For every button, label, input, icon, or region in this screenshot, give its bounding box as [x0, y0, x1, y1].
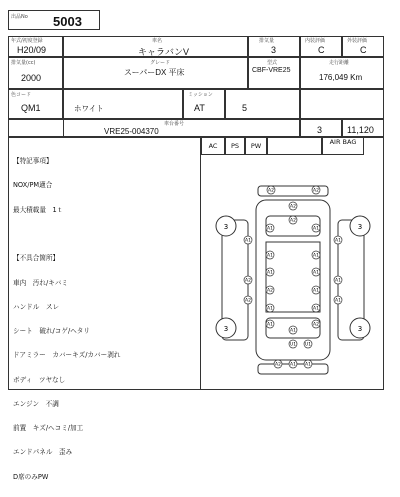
damage-mark-label: A2 — [245, 278, 251, 284]
disp-label: 排気量(cc) — [11, 60, 36, 66]
displacement-cell — [8, 57, 63, 89]
row3-blank — [300, 89, 384, 119]
lot-label: 出品No — [11, 14, 28, 20]
col3-cell — [248, 36, 300, 57]
grade-value: スーパーDX 平床 — [124, 68, 185, 77]
trans-label: ミッション — [188, 92, 213, 98]
option-ac — [201, 137, 225, 155]
option-ps — [225, 137, 245, 155]
defects-title: 【不具合箇所】 — [13, 254, 60, 263]
damage-mark-label: A1 — [313, 270, 319, 276]
damage-mark-label: A1 — [267, 226, 273, 232]
price-cell — [342, 119, 384, 137]
option-pw — [245, 137, 267, 155]
pw-label: PW — [250, 142, 262, 150]
damage-mark-label: A2 — [275, 362, 281, 368]
wheel-mark: 3 — [357, 325, 363, 333]
car-damage-diagram — [208, 180, 378, 380]
interior-label: 内装評価 — [305, 38, 326, 44]
damage-mark-label: A2 — [290, 204, 296, 210]
wheel-mark: 3 — [223, 223, 229, 231]
model-cell — [248, 57, 300, 89]
damage-mark-label: A1 — [290, 328, 296, 334]
exterior-cell — [342, 36, 384, 57]
interior-cell — [300, 36, 342, 57]
year-value: H20/09 — [17, 45, 47, 55]
mileage-cell — [300, 57, 384, 89]
damage-mark-label: A2 — [290, 218, 296, 224]
lot-number: 5003 — [53, 14, 82, 29]
option-airbag — [322, 137, 364, 155]
sales-title: 【特記事項】 — [13, 157, 53, 166]
damage-mark-label: A1 — [313, 226, 319, 232]
sales-notes — [13, 141, 120, 497]
damage-mark-label: A2 — [313, 322, 319, 328]
defect-line: ドアミラー カバーキズ/カバー剥れ — [13, 351, 121, 360]
col-a-value: 3 — [317, 125, 323, 135]
model-label: 型式 — [267, 60, 278, 66]
damage-mark-label: A1 — [267, 306, 273, 312]
defect-line: ハンドル スレ — [13, 302, 60, 311]
defect-line: 前置 キズ/ヘコミ/加工 — [13, 424, 84, 433]
damage-mark-label: A1 — [335, 278, 341, 284]
name-label: 車名 — [152, 38, 163, 44]
color-code-cell — [8, 89, 63, 119]
seats-value: 5 — [242, 103, 248, 113]
roof — [266, 242, 320, 312]
ps-label: PS — [230, 142, 240, 150]
color-label: 色コード — [11, 92, 32, 98]
col3-value: 3 — [271, 45, 277, 55]
year-cell — [8, 36, 63, 57]
notes-panel — [8, 137, 201, 481]
mileage-label: 走行距離 — [329, 60, 350, 66]
chassis-value: VRE25-004370 — [104, 127, 159, 136]
damage-mark-label: A1 — [245, 238, 251, 244]
damage-mark-label: A1 — [313, 306, 319, 312]
color-name-cell — [63, 89, 183, 119]
color-code: QM1 — [21, 103, 41, 113]
ac-label: AC — [208, 142, 218, 150]
damage-mark-label: A1 — [313, 253, 319, 259]
damage-mark-label: U1 — [289, 342, 297, 348]
damage-mark-label: A1 — [267, 253, 273, 259]
wheel-mark: 3 — [223, 325, 229, 333]
damage-mark-label: A2 — [267, 288, 273, 294]
lot-number-box — [8, 10, 100, 30]
color-name: ホワイト — [74, 104, 104, 113]
exterior-label: 外装評価 — [347, 38, 368, 44]
damage-mark-label: U1 — [304, 342, 312, 348]
defect-line: D席のみPW — [13, 472, 49, 481]
exterior-value: C — [360, 45, 367, 55]
chassis-cell — [63, 119, 300, 137]
chassis-label: 車台番号 — [164, 121, 185, 127]
col-a-cell — [300, 119, 342, 137]
damage-mark-label: A1 — [305, 362, 311, 368]
defect-line: エンドパネル 歪み — [13, 448, 73, 457]
interior-value: C — [318, 45, 325, 55]
damage-mark-label: A1 — [267, 322, 273, 328]
airbag-label: AIR BAG — [329, 138, 357, 146]
transmission-value: AT — [194, 103, 205, 113]
damage-mark-label: A2 — [313, 188, 319, 194]
grade-cell — [63, 57, 248, 89]
model-value: CBF-VRE25 — [252, 67, 291, 74]
option-blank — [267, 137, 322, 155]
sales-line: NOX/PM適合 — [13, 181, 53, 190]
grade-label: グレード — [150, 60, 171, 66]
damage-mark-label: A1 — [290, 362, 296, 368]
year-label: 年式/初度登録 — [11, 38, 43, 44]
damage-mark-label: A2 — [268, 188, 274, 194]
defect-line: ボディ ツヤなし — [13, 375, 66, 384]
damage-mark-label: A2 — [245, 298, 251, 304]
wheels — [216, 216, 370, 338]
damage-mark-label: A1 — [313, 288, 319, 294]
damage-marks — [244, 186, 342, 368]
car-name: キャラバンV — [138, 47, 190, 57]
auction-sheet — [8, 10, 384, 481]
damage-mark-label: A1 — [335, 298, 341, 304]
displacement-value: 2000 — [21, 73, 42, 83]
sales-line: 最大積載量 1ｔ — [13, 205, 64, 214]
seats-cell — [225, 89, 300, 119]
defect-line: シート 破れ/コゲ/ヘタリ — [13, 327, 90, 336]
damage-mark-label: A1 — [335, 238, 341, 244]
defect-line: 車内 汚れ/キバミ — [13, 278, 68, 287]
mileage-value: 176,049 Km — [319, 73, 363, 82]
defect-line: エンジン 不調 — [13, 399, 59, 408]
price-value: 11,120 — [347, 125, 374, 135]
damage-mark-label: A1 — [267, 270, 273, 276]
wheel-mark: 3 — [357, 223, 363, 231]
name-cell — [63, 36, 248, 57]
transmission-cell — [183, 89, 225, 119]
doors-label: 排気量 — [259, 38, 275, 44]
